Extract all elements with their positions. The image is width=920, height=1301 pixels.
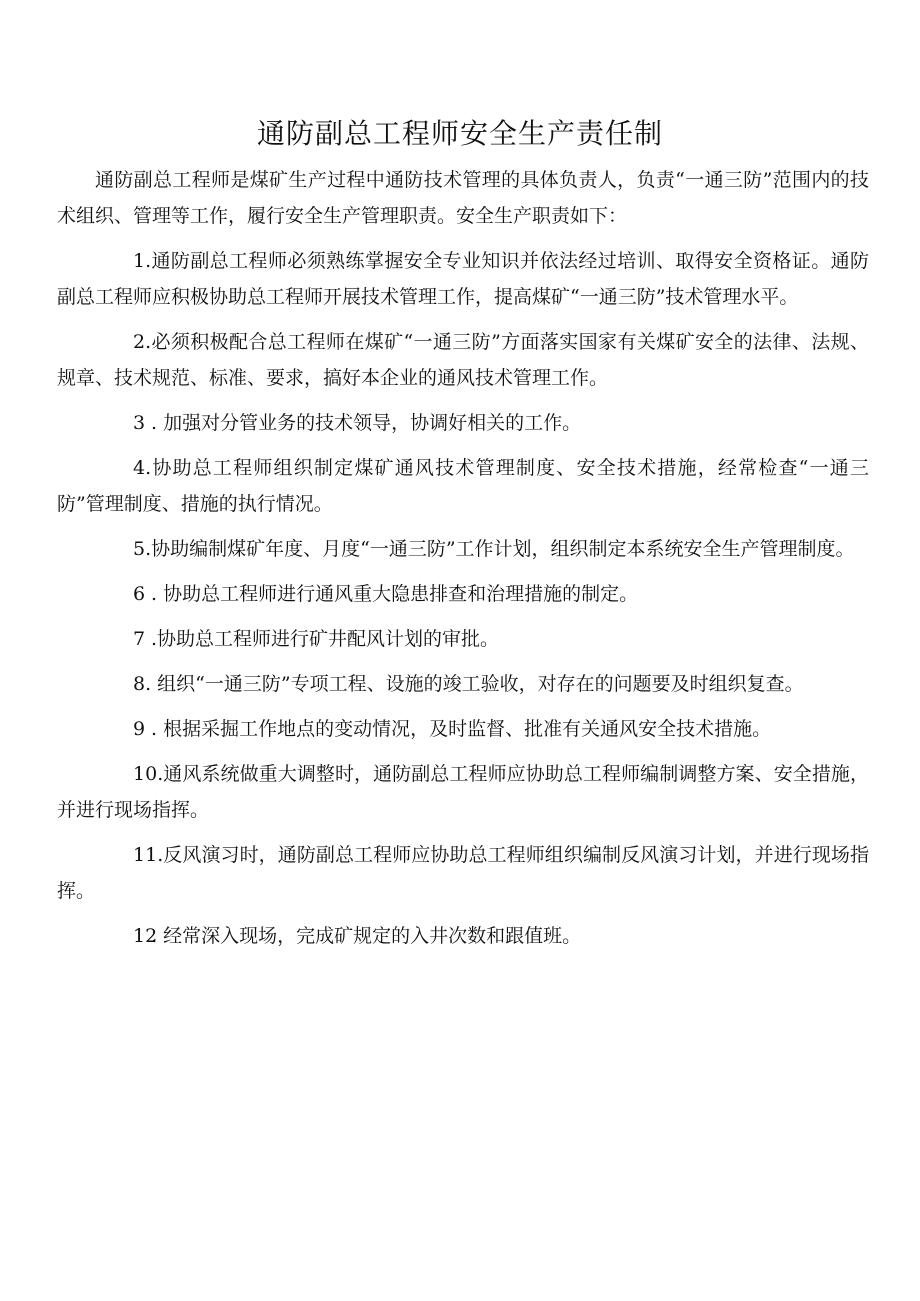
- item-text: .协助编制煤矿年度、月度“一通三防”工作计划，组织制定本系统安全生产管理制度。: [145, 538, 855, 560]
- item-number: 6: [133, 583, 146, 605]
- item-number: 11: [133, 844, 158, 866]
- duty-item-12: [57, 918, 869, 954]
- item-text: . 根据采掘工作地点的变动情况，及时监督、批准有关通风安全技术措施。: [151, 718, 772, 740]
- item-text: . 组织“一通三防”专项工程、设施的竣工验收，对存在的问题要及时组织复查。: [145, 673, 804, 695]
- item-number: 3: [133, 412, 146, 434]
- item-number: 2: [133, 331, 146, 353]
- item-number: 10: [133, 763, 158, 785]
- duty-item-2: [57, 324, 869, 396]
- item-text: .协助总工程师进行矿井配风计划的审批。: [151, 628, 500, 650]
- item-text: .反风演习时，通防副总工程师应协助总工程师组织编制反风演习计划，并进行现场指挥。: [57, 844, 869, 902]
- item-text: .必须积极配合总工程师在煤矿“一通三防”方面落实国家有关煤矿安全的法律、法规、规章、技术规范、标准、要求，搞好本企业的通风技术管理工作。: [57, 331, 869, 389]
- item-text: .通防副总工程师必须熟练掌握安全专业知识并依法经过培训、取得安全资格证。通防副总工程师应积极协助总工程师开展技术管理工作，提高煤矿“一通三防”技术管理水平。: [57, 250, 869, 308]
- item-text: . 经常深入现场，完成矿规定的入井次数和跟值班。: [151, 925, 582, 947]
- duty-item-3: [57, 405, 869, 441]
- item-text: . 加强对分管业务的技术领导，协调好相关的工作。: [151, 412, 582, 434]
- item-text: . 协助总工程师进行通风重大隐患排查和治理措施的制定。: [151, 583, 639, 605]
- duty-item-6: [57, 576, 869, 612]
- duty-item-7: [57, 621, 869, 657]
- document-body: [57, 162, 869, 963]
- item-number: 12: [133, 925, 158, 947]
- duty-item-11: [57, 837, 869, 909]
- duty-item-1: [57, 243, 869, 315]
- intro-paragraph: 通防副总工程师是煤矿生产过程中通防技术管理的具体负责人，负责“一通三防”范围内的技术组织、管理等工作，履行安全生产管理职责。安全生产职责如下：: [57, 169, 869, 227]
- item-text: .通风系统做重大调整时，通防副总工程师应协助总工程师编制调整方案、安全措施，并进行现场指挥。: [57, 763, 869, 821]
- duty-item-10: [57, 756, 869, 828]
- duty-item-9: [57, 711, 869, 747]
- item-number: 9: [133, 718, 146, 740]
- item-number: 8: [133, 673, 146, 695]
- item-number: 5: [133, 538, 146, 560]
- item-number: 1: [133, 250, 146, 272]
- item-number: 4: [133, 457, 146, 479]
- duty-item-5: [57, 531, 869, 567]
- item-text: .协助总工程师组织制定煤矿通风技术管理制度、安全技术措施，经常检查“一通三防”管理制度、措施的执行情况。: [57, 457, 869, 515]
- item-number: 7: [133, 628, 146, 650]
- duty-item-8: [57, 666, 869, 702]
- document-title: 通防副总工程师安全生产责任制: [256, 117, 663, 150]
- duty-item-4: [57, 450, 869, 522]
